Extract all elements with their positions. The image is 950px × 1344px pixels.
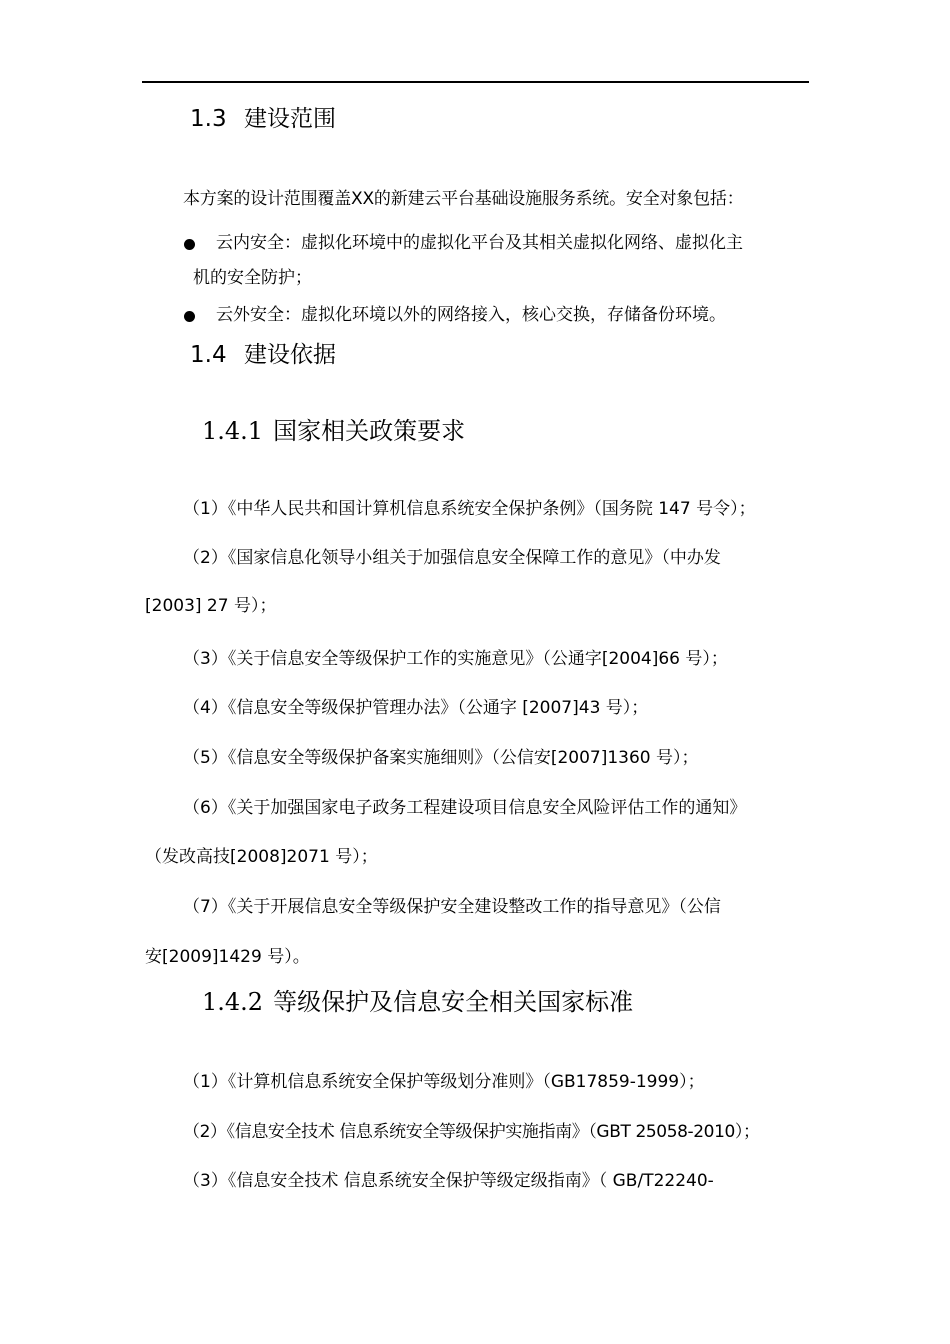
bullet-icon: [184, 311, 195, 322]
section-title: 等级保护及信息安全相关国家标准: [273, 988, 634, 1016]
section-number: 1.4.2: [202, 988, 264, 1016]
policy-4: （4）《信息安全等级保护管理办法》（公通字 [2007]43 号）；: [183, 698, 649, 718]
section-number: 1.4.1: [202, 417, 264, 445]
scope-intro: 本方案的设计范围覆盖XX的新建云平台基础设施服务系统。安全对象包括：: [183, 189, 744, 209]
section-title: 建设范围: [244, 106, 336, 132]
policy-6-line-2: （发改高技[2008]2071 号）；: [145, 847, 378, 867]
scope-bullet-2: 云外安全：虚拟化环境以外的网络接入，核心交换，存储备份环境。: [216, 305, 726, 325]
section-number: 1.3: [190, 106, 227, 132]
section-title: 国家相关政策要求: [273, 417, 466, 445]
policy-2-line-2: [2003] 27 号）；: [145, 596, 277, 616]
scope-bullet-1-line-2: 机的安全防护；: [193, 268, 312, 288]
section-heading-1-4-1: [202, 419, 465, 443]
bullet-icon: [184, 239, 195, 250]
section-number: 1.4: [190, 342, 227, 368]
section-heading-1-4-2: [202, 990, 633, 1014]
standard-3: （3）《信息安全技术 信息系统安全保护等级定级指南》（ GB/T22240-: [183, 1171, 714, 1191]
policy-7-line-2: 安[2009]1429 号）。: [145, 947, 310, 967]
policy-7-line-1: （7）《关于开展信息安全等级保护安全建设整改工作的指导意见》（公信: [183, 897, 721, 917]
policy-3: （3）《关于信息安全等级保护工作的实施意见》（公通字[2004]66 号）；: [183, 649, 728, 669]
policy-5: （5）《信息安全等级保护备案实施细则》（公信安[2007]1360 号）；: [183, 748, 699, 768]
section-title: 建设依据: [244, 342, 336, 368]
policy-2-line-1: （2）《国家信息化领导小组关于加强信息安全保障工作的意见》（中办发: [183, 548, 721, 568]
policy-1: （1）《中华人民共和国计算机信息系统安全保护条例》（国务院 147 号令）；: [183, 499, 756, 519]
policy-6-line-1: （6）《关于加强国家电子政务工程建设项目信息安全风险评估工作的通知》: [183, 798, 747, 818]
standard-2: （2）《信息安全技术 信息系统安全等级保护实施指南》（GBT 25058-2010）；: [183, 1122, 760, 1142]
scope-bullet-1-line-1: 云内安全：虚拟化环境中的虚拟化平台及其相关虚拟化网络、虚拟化主: [216, 233, 743, 253]
section-heading-1-4: [190, 344, 336, 367]
header-rule: [142, 81, 809, 83]
standard-1: （1）《计算机信息系统安全保护等级划分准则》（GB17859-1999）；: [183, 1072, 705, 1092]
section-heading-1-3: [190, 108, 336, 131]
